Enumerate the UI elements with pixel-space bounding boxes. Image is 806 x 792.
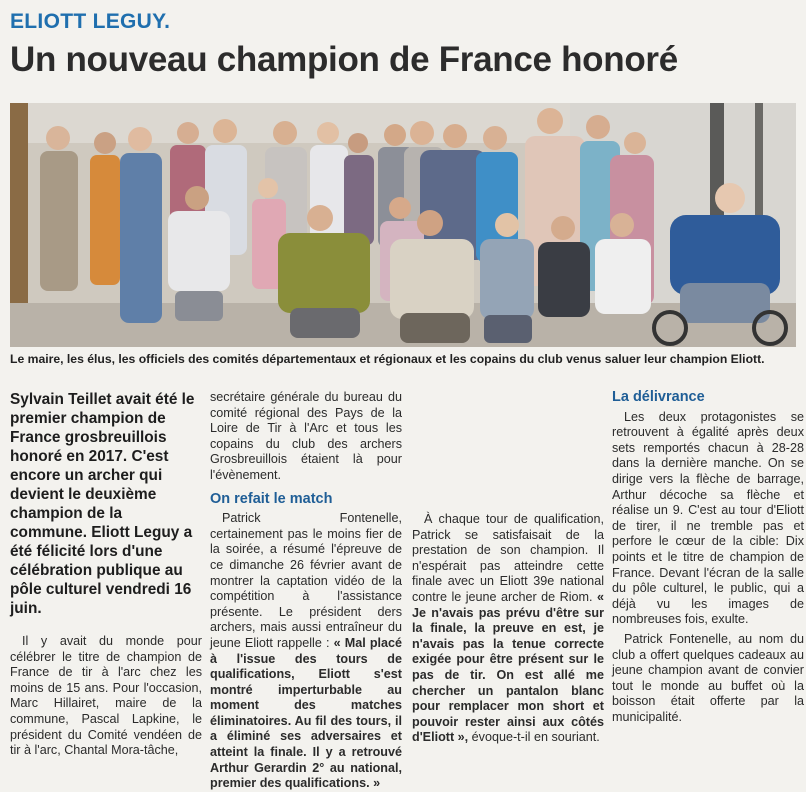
- article-column-3: [412, 512, 604, 746]
- photo-caption: Le maire, les élus, les officiels des comités départementaux et régionaux et les copains du club venus saluer leur champion Eliott.: [10, 352, 765, 366]
- paragraph-1-continued: secrétaire générale du bureau du comité régional des Pays de la Loire de Tir à l'Arc et tous les copains du club des archers Grosbreuillois étaient là pour l'évènement.: [210, 390, 402, 482]
- subheading-la-delivrance: La délivrance: [612, 389, 705, 405]
- article-column-4: [612, 390, 804, 725]
- article-headline: Un nouveau champion de France honoré: [10, 40, 678, 79]
- paragraph-4: Les deux protagonistes se retrouvent à égalité après deux sets remportés chacun à 28-28 dans la dernière manche. On se dirige vers la flèche de barrage, Arthur décoche sa flèche et réalise un 9. C'est au tour d'Eliott de tirer, il ne tremble pas et perfore le cœur de la cible: Dix points et le titre de champion de France. Devant l'écran de la salle du pôle culturel, le public, qui a déjà vu les images de nombreuses fois, exulte.: [612, 409, 804, 627]
- article-column-2: [210, 390, 402, 792]
- paragraph-3: [412, 512, 604, 746]
- paragraph-2-text: Patrick Fontenelle, certainement pas le moins fier de la soirée, a résumé l'épreuve de ce dimanche 26 février avant de montrer la captation vidéo de la compétition à l'assistance présente. Le président ders archers, mais aussi entraîneur du jeune Eliott rappelle :: [210, 511, 402, 650]
- article-lead: Sylvain Teillet avait été le premier champion de France grosbreuillois honoré en 2017. C'est encore un archer qui devient le deuxième champion de la commune. Eliott Leguy a été félicité lors d'une célébration publique au pôle culturel vendredi 16 juin.: [10, 391, 195, 617]
- article-kicker: ELIOTT LEGUY.: [10, 10, 171, 33]
- paragraph-1: Il y avait du monde pour célébrer le titre de champion de France de tir à l'arc chez les moins de 15 ans. Pour l'occasion, Marc Hillairet, maire de la commune, Pascal Lapkine, le président du Comité vendéen de tir à l'arc, Chantal Mora-tâche,: [10, 634, 202, 758]
- paragraph-2: [210, 511, 402, 792]
- paragraph-2-quote: « Mal placé à l'issue des tours de qualifications, Eliott s'est montré imperturbable au moment des matches éliminatoires. Au fil des tours, il a éliminé ses adversaires et atteint la finale. Il y a retrouvé Arthur Gerardin 2° au national, premier des qualifications. »: [210, 635, 403, 791]
- group-photo: [10, 103, 796, 347]
- paragraph-5: Patrick Fontenelle, au nom du club a offert quelques cadeaux au jeune champion avant de convier tout le monde au buffet où la boisson était offerte par la municipalité.: [612, 631, 804, 724]
- paragraph-3-quote: « Je n'avais pas prévu d'être sur la finale, la preuve en est, je n'avais pas la tenue correcte exigée pour être présent sur le pas de tir. On est allé me chercher un pantalon blanc pour remplacer mon short et pouvoir rester ainsi aux côtés d'Eliott »,: [412, 589, 604, 745]
- paragraph-3-text: À chaque tour de qualification, Patrick se satisfaisait de la prestation de son champion. Il n'espérait pas atteindre cette finale avec un Eliott 39e national contre le jeune archer de Riom.: [412, 512, 604, 604]
- paragraph-3-end: évoque-t-il en souriant.: [471, 730, 600, 745]
- article-column-1: [10, 390, 202, 759]
- subheading-on-refait-le-match: On refait le match: [210, 490, 333, 507]
